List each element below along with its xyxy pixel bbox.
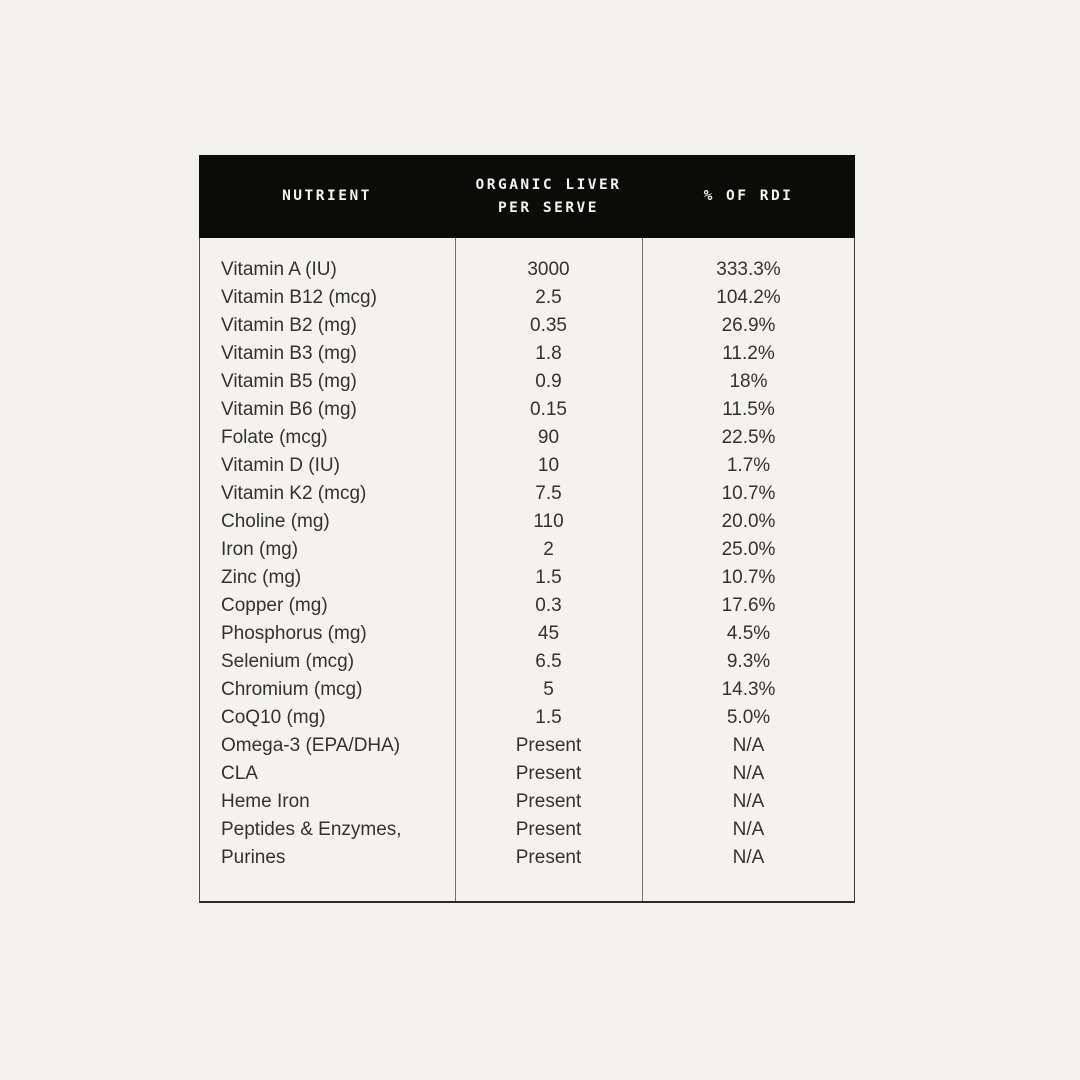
column-divider-2	[642, 238, 643, 901]
table-row	[200, 816, 854, 844]
nutrient-cell: Phosphorus (mg)	[221, 623, 367, 644]
table-row	[200, 648, 854, 676]
amount-cell: Present	[515, 763, 582, 784]
rdi-cell: 104.2%	[716, 287, 781, 308]
amount-cell: Present	[515, 819, 582, 840]
rdi-cell: 14.3%	[721, 679, 776, 700]
table-row	[200, 452, 854, 480]
table-row	[200, 620, 854, 648]
table-row	[200, 312, 854, 340]
rdi-cell: 25.0%	[721, 539, 776, 560]
table-row	[200, 368, 854, 396]
nutrient-cell: Omega-3 (EPA/DHA)	[221, 735, 401, 756]
amount-cell: 0.3	[535, 595, 562, 616]
table-row	[200, 284, 854, 312]
table-row	[200, 340, 854, 368]
rdi-cell: 1.7%	[726, 455, 771, 476]
rdi-cell: 22.5%	[721, 427, 776, 448]
amount-cell: 90	[537, 427, 560, 448]
table-row	[200, 564, 854, 592]
header-amount-line2: PER SERVE	[497, 199, 600, 216]
amount-cell: Present	[515, 735, 582, 756]
rdi-cell: 10.7%	[721, 567, 776, 588]
rdi-cell: N/A	[732, 735, 765, 756]
amount-cell: Present	[515, 847, 582, 868]
rdi-cell: 10.7%	[721, 483, 776, 504]
amount-cell: 1.5	[535, 707, 562, 728]
amount-cell: 1.8	[535, 343, 562, 364]
rdi-cell: 11.5%	[722, 399, 775, 420]
table-row	[200, 676, 854, 704]
amount-cell: 0.9	[535, 371, 562, 392]
header-nutrient: NUTRIENT	[282, 188, 372, 204]
nutrient-cell: Choline (mg)	[221, 511, 330, 532]
rdi-cell: 5.0%	[726, 707, 771, 728]
rdi-cell: 18%	[729, 371, 768, 392]
table-row	[200, 480, 854, 508]
rdi-cell: N/A	[732, 819, 765, 840]
nutrient-cell: Selenium (mcg)	[221, 651, 355, 672]
rdi-cell: N/A	[732, 791, 765, 812]
amount-cell: Present	[515, 791, 582, 812]
table-body-rows	[200, 256, 854, 872]
nutrient-cell: Vitamin A (IU)	[221, 259, 337, 280]
table-row	[200, 424, 854, 452]
nutrient-cell: CLA	[221, 763, 258, 784]
nutrient-cell: Purines	[221, 847, 286, 868]
table-row	[200, 508, 854, 536]
amount-cell: 10	[537, 455, 560, 476]
table-row	[200, 704, 854, 732]
nutrient-cell: Vitamin B12 (mcg)	[221, 287, 377, 308]
amount-cell: 2	[543, 539, 554, 560]
table-row	[200, 256, 854, 284]
nutrient-cell: Folate (mcg)	[221, 427, 328, 448]
rdi-cell: 9.3%	[726, 651, 771, 672]
nutrient-cell: Chromium (mcg)	[221, 679, 363, 700]
table-row	[200, 760, 854, 788]
rdi-cell: 17.6%	[721, 595, 776, 616]
table-row	[200, 536, 854, 564]
nutrient-cell: CoQ10 (mg)	[221, 707, 326, 728]
rdi-cell: 333.3%	[716, 259, 781, 280]
rdi-cell: 26.9%	[721, 315, 776, 336]
rdi-cell: N/A	[732, 847, 765, 868]
table-row	[200, 788, 854, 816]
nutrient-cell: Vitamin B6 (mg)	[221, 399, 357, 420]
table-row	[200, 844, 854, 872]
nutrient-cell: Iron (mg)	[221, 539, 299, 560]
table-header	[199, 155, 855, 238]
header-rdi: % OF RDI	[703, 188, 794, 204]
amount-cell: 5	[543, 679, 554, 700]
amount-cell: 6.5	[535, 651, 562, 672]
rdi-cell: 4.5%	[726, 623, 771, 644]
amount-cell: 7.5	[535, 483, 562, 504]
column-divider-1	[455, 238, 456, 901]
nutrient-cell: Vitamin B3 (mg)	[221, 343, 357, 364]
nutrient-cell: Vitamin B2 (mg)	[221, 315, 357, 336]
table-row	[200, 732, 854, 760]
table-body	[199, 238, 855, 903]
rdi-cell: 11.2%	[722, 343, 775, 364]
amount-cell: 45	[537, 623, 560, 644]
amount-cell: 3000	[527, 259, 570, 280]
header-amount-line1: ORGANIC LIVER	[475, 176, 622, 193]
nutrient-cell: Copper (mg)	[221, 595, 328, 616]
nutrient-cell: Zinc (mg)	[221, 567, 302, 588]
header-amount	[455, 174, 642, 220]
rdi-cell: N/A	[732, 763, 765, 784]
nutrient-cell: Peptides & Enzymes,	[221, 819, 402, 840]
table-row	[200, 396, 854, 424]
nutrient-cell: Vitamin K2 (mcg)	[221, 483, 367, 504]
amount-cell: 2.5	[535, 287, 562, 308]
nutrient-cell: Vitamin B5 (mg)	[221, 371, 357, 392]
amount-cell: 0.15	[530, 399, 567, 420]
nutrient-cell: Heme Iron	[221, 791, 310, 812]
table-row	[200, 592, 854, 620]
nutrient-cell: Vitamin D (IU)	[221, 455, 340, 476]
amount-cell: 110	[533, 511, 564, 532]
nutrition-table	[199, 155, 855, 903]
rdi-cell: 20.0%	[721, 511, 776, 532]
amount-cell: 0.35	[530, 315, 567, 336]
amount-cell: 1.5	[535, 567, 562, 588]
